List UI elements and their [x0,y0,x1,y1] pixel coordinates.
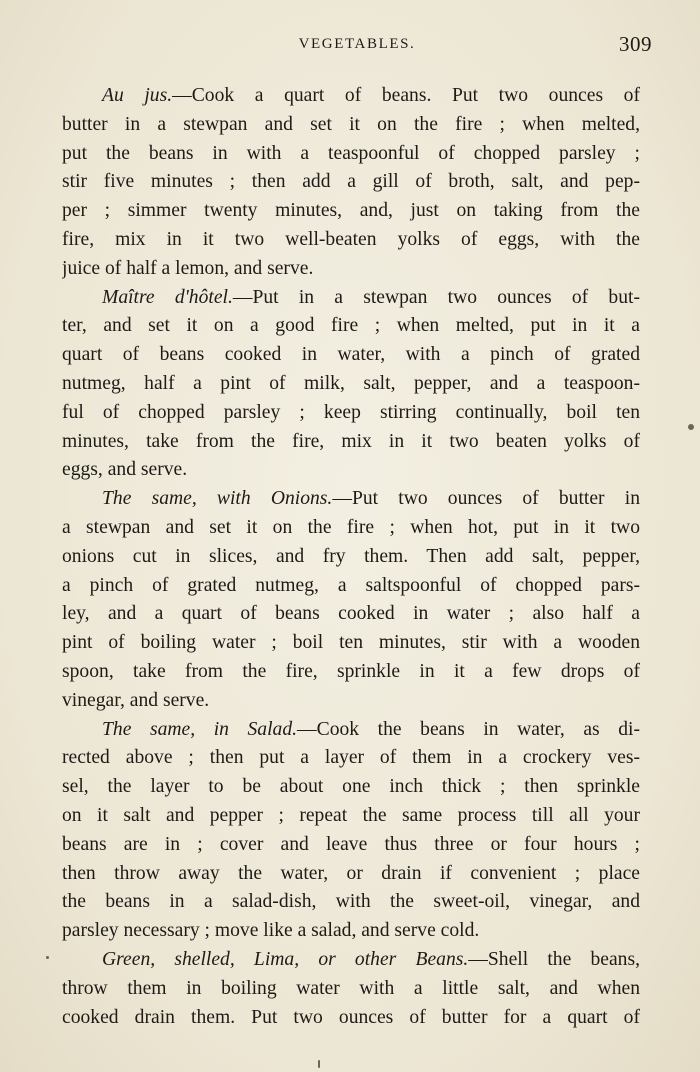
text-line [62,485,640,514]
text-line: on it salt and pepper ; repeat the same process till all your [62,804,640,826]
text-line: pint of boiling water ; boil ten minutes, stir with a wooden [62,632,640,654]
text-fragment: —Shell the beans, [468,948,640,970]
text-line: cooked drain them. Put two ounces of butter for a quart of [62,1006,640,1028]
text-line: ter, and set it on a good fire ; when melted, put in it a [62,315,640,337]
running-title: VEGETABLES. [298,36,416,52]
recipe-heading: Au jus. [102,85,173,106]
recipe-heading: The same, in Salad. [102,718,298,740]
recipe-heading: The same, with Onions. [102,488,333,510]
text-line: ley, and a quart of beans cooked in water ; also half a [62,603,640,625]
paper-speck [318,1060,320,1068]
text-line: vinegar, and serve. [62,689,210,711]
text-fragment: —Put in a stewpan two ounces of but- [232,286,640,308]
text-line: throw them in boiling water with a little salt, and when [62,977,640,999]
paper-speck [46,956,49,959]
text-line: ful of chopped parsley ; keep stirring continually, boil ten [62,401,640,423]
paper-speck [688,424,694,430]
recipe-heading: Maître d'hôtel. [102,286,233,308]
text-line: stir five minutes ; then add a gill of broth, salt, and pep- [62,171,640,193]
text-fragment: —Cook the beans in water, as di- [297,718,640,740]
text-line: a stewpan and set it on the fire ; when hot, put in it two [62,516,640,538]
text-line [62,946,640,975]
text-line: nutmeg, half a pint of milk, salt, pepper, and a teaspoon- [62,372,640,394]
text-line [62,284,640,313]
recipe-heading: Green, shelled, Lima, or other Beans. [102,948,469,970]
text-line: minutes, take from the fire, mix in it two beaten yolks of [62,430,640,452]
text-line [62,82,640,111]
recipe-text [62,82,640,1032]
text-fragment: —Cook a quart of beans. Put two ounces of [172,85,640,106]
text-line: butter in a stewpan and set it on the fire ; when melted, [62,113,640,135]
text-line: the beans in a salad-dish, with the sweet-oil, vinegar, and [62,891,640,913]
text-line: spoon, take from the fire, sprinkle in it a few drops of [62,660,640,682]
text-line: rected above ; then put a layer of them in a crockery ves- [62,747,640,769]
text-line: then throw away the water, or drain if convenient ; place [62,862,640,884]
text-line: eggs, and serve. [62,459,188,481]
text-line: onions cut in slices, and fry them. Then add salt, pepper, [62,545,640,567]
text-line: put the beans in with a teaspoonful of chopped parsley ; [62,142,640,164]
text-line: sel, the layer to be about one inch thick ; then sprinkle [62,776,640,798]
page-number: 309 [619,32,652,56]
text-line: per ; simmer twenty minutes, and, just on taking from the [62,200,640,222]
text-line: juice of half a lemon, and serve. [62,257,314,279]
text-line: fire, mix in it two well-beaten yolks of eggs, with the [62,228,640,250]
text-line: quart of beans cooked in water, with a pinch of grated [62,344,640,366]
text-line: a pinch of grated nutmeg, a saltspoonful of chopped pars- [62,574,640,596]
text-line: parsley necessary ; move like a salad, and serve cold. [62,920,480,942]
text-line [62,716,640,745]
running-head [62,32,652,58]
text-fragment: —Put two ounces of butter in [332,488,640,510]
text-line: beans are in ; cover and leave thus three or four hours ; [62,833,640,855]
